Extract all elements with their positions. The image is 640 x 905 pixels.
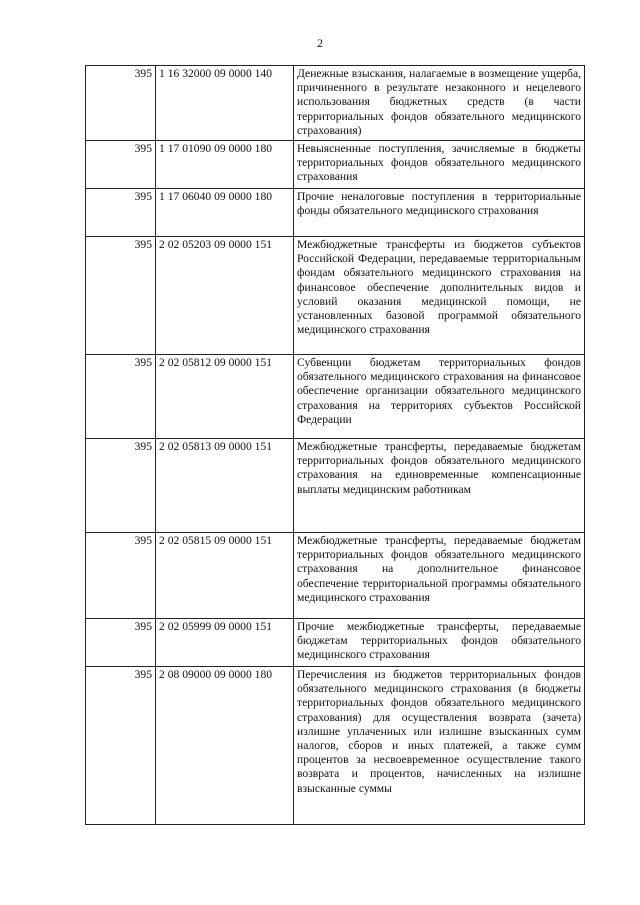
budget-code-cell: 2 02 05815 09 0000 151 [156, 533, 294, 619]
description-cell: Денежные взыскания, налагаемые в возмещение ущерба, причиненного в результате незаконного и нецелевого использования бюджетных средств (в части территориальных фондов обязательного медицинского страхования) [294, 66, 585, 141]
description-cell: Прочие межбюджетные трансферты, передаваемые бюджетам территориальных фондов обязательного медицинского страхования [294, 619, 585, 667]
description-cell: Межбюджетные трансферты, передаваемые бюджетам территориальных фондов обязательного медицинского страхования на дополнительное финансовое обеспечение территориальной программы обязательного медицинского страхования [294, 533, 585, 619]
description-cell: Межбюджетные трансферты из бюджетов субъектов Российской Федерации, передаваемые территориальным фондам обязательного медицинского страхования на финансовое обеспечение дополнительных видов и условий оказания медицинской помощи, не установленных базовой программой обязательного медицинского страхования [294, 237, 585, 355]
admin-code-cell: 395 [86, 667, 156, 825]
budget-revenue-table [85, 65, 585, 825]
admin-code-cell: 395 [86, 189, 156, 237]
table-row [86, 189, 585, 237]
admin-code-cell: 395 [86, 141, 156, 189]
budget-code-cell: 1 17 06040 09 0000 180 [156, 189, 294, 237]
description-cell: Перечисления из бюджетов территориальных фондов обязательного медицинского страхования (в бюджеты территориальных фондов обязательного медицинского страхования) для осуществления возврата (зачета) излишне уплаченных или излишне взысканных сумм налогов, сборов и иных платежей, а также сумм процентов за несвоевременное осуществление такого возврата и процентов, начисленных на излишне взысканные суммы [294, 667, 585, 825]
admin-code-cell: 395 [86, 439, 156, 533]
admin-code-cell: 395 [86, 533, 156, 619]
admin-code-cell: 395 [86, 355, 156, 439]
description-cell: Межбюджетные трансферты, передаваемые бюджетам территориальных фондов обязательного медицинского страхования на единовременные компенсационные выплаты медицинским работникам [294, 439, 585, 533]
page-number: 2 [317, 36, 323, 50]
budget-code-cell: 2 02 05812 09 0000 151 [156, 355, 294, 439]
admin-code-cell: 395 [86, 619, 156, 667]
table-row [86, 141, 585, 189]
table-row [86, 355, 585, 439]
description-cell: Субвенции бюджетам территориальных фондов обязательного медицинского страхования на финансовое обеспечение организации обязательного медицинского страхования на территориях субъектов Российской Федерации [294, 355, 585, 439]
table-row [86, 237, 585, 355]
admin-code-cell: 395 [86, 237, 156, 355]
budget-code-cell: 1 17 01090 09 0000 180 [156, 141, 294, 189]
budget-code-cell: 2 08 09000 09 0000 180 [156, 667, 294, 825]
description-cell: Невыясненные поступления, зачисляемые в бюджеты территориальных фондов обязательного медицинского страхования [294, 141, 585, 189]
admin-code-cell: 395 [86, 66, 156, 141]
table-row [86, 439, 585, 533]
budget-code-cell: 2 02 05999 09 0000 151 [156, 619, 294, 667]
table-row [86, 667, 585, 825]
description-cell: Прочие неналоговые поступления в территориальные фонды обязательного медицинского страхования [294, 189, 585, 237]
budget-code-cell: 2 02 05203 09 0000 151 [156, 237, 294, 355]
table-row [86, 619, 585, 667]
table-row [86, 66, 585, 141]
table-row [86, 533, 585, 619]
budget-code-cell: 1 16 32000 09 0000 140 [156, 66, 294, 141]
budget-code-cell: 2 02 05813 09 0000 151 [156, 439, 294, 533]
